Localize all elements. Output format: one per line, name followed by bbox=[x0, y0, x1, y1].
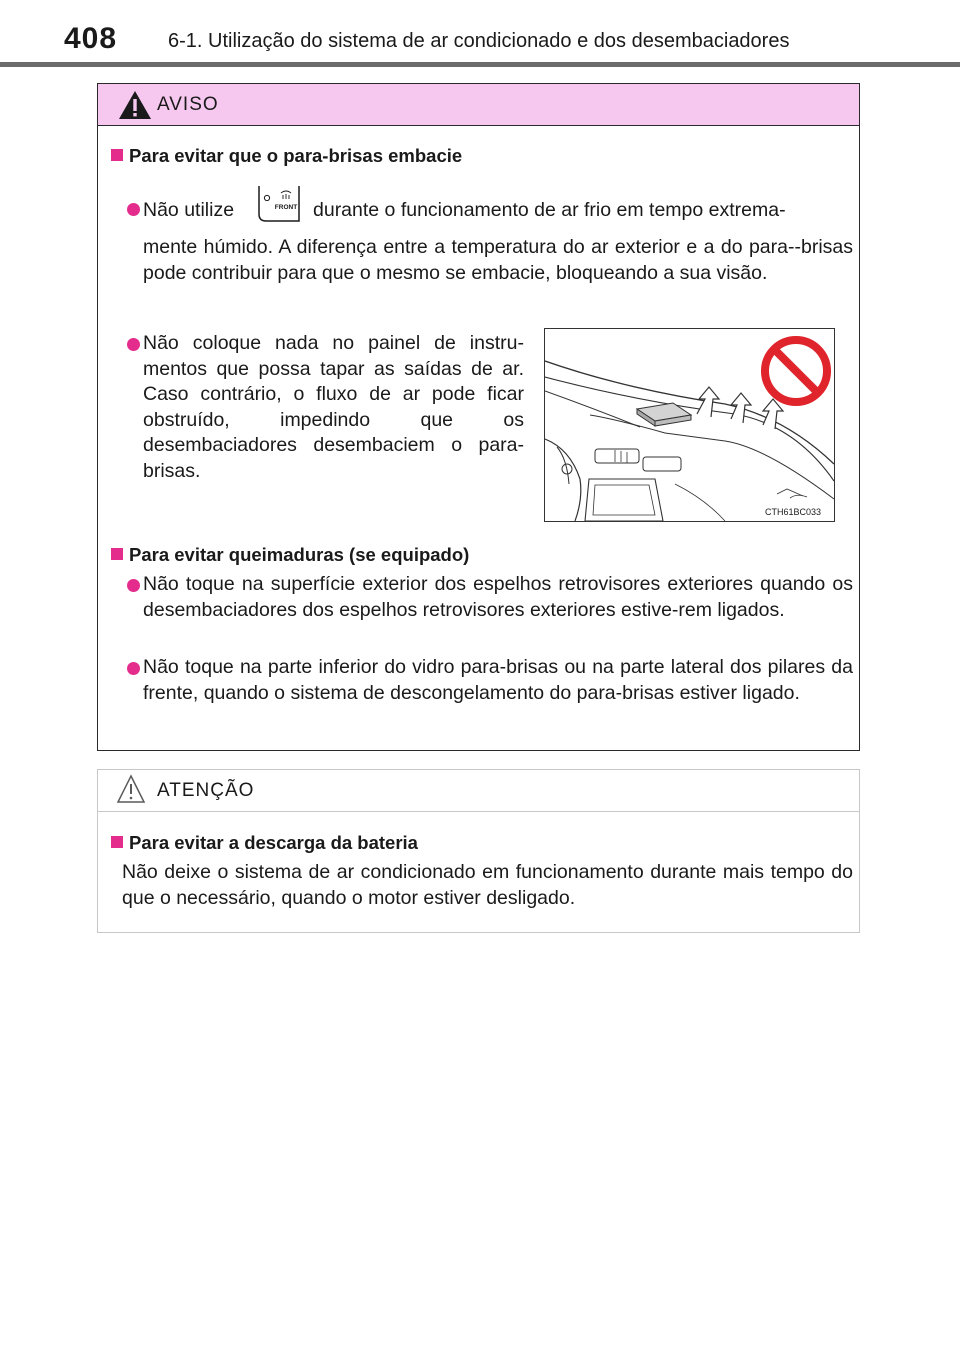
section-heading-burns: Para evitar queimaduras (se equipado) bbox=[111, 544, 469, 566]
notice-box-title: ATENÇÃO bbox=[157, 780, 255, 801]
figure-code: CTH61BC033 bbox=[764, 507, 822, 517]
round-bullet-icon bbox=[127, 662, 140, 675]
dashboard-drawing bbox=[545, 329, 834, 521]
bullet-text: durante o funcionamento de ar frio em tempo extrema- bbox=[313, 199, 786, 221]
dashboard-obstruction-illustration bbox=[544, 328, 835, 522]
bullet-text: Não coloque nada no painel de instru-mentos que possa tapar as saídas de ar. Caso contrário, o fluxo de ar pode ficar obstruído, impedindo que os desembaciadores desembaciem o para-brisas. bbox=[143, 332, 524, 482]
notice-box-header bbox=[98, 770, 859, 812]
notice-text: Não deixe o sistema de ar condicionado em funcionamento durante mais tempo do que o necessário, quando o motor estiver desligado. bbox=[122, 861, 853, 909]
square-bullet-icon bbox=[111, 149, 123, 161]
square-bullet-icon bbox=[111, 836, 123, 848]
page-number: 408 bbox=[64, 22, 118, 55]
page-header bbox=[0, 0, 960, 70]
bullet-text: Não toque na parte inferior do vidro para-brisas ou na parte lateral dos pilares da frente, quando o sistema de descongelamento do para-brisas estiver ligado. bbox=[143, 656, 853, 704]
header-rule bbox=[0, 62, 960, 67]
caution-triangle-icon bbox=[116, 774, 146, 804]
front-defroster-button-icon bbox=[257, 184, 301, 224]
warning-box-title: AVISO bbox=[157, 94, 219, 115]
square-bullet-icon bbox=[111, 548, 123, 560]
svg-text:FRONT: FRONT bbox=[274, 204, 298, 211]
round-bullet-icon bbox=[127, 203, 140, 216]
bullet-text-continued: mente húmido. A diferença entre a temperatura do ar exterior e a do para--brisas pode contribuir para que o mesmo se embacie, bloqueando a sua visão. bbox=[143, 236, 853, 284]
chapter-title: 6-1. Utilização do sistema de ar condicionado e dos desembaciadores bbox=[168, 30, 790, 52]
round-bullet-icon bbox=[127, 338, 140, 351]
round-bullet-icon bbox=[127, 579, 140, 592]
section-heading-fogging: Para evitar que o para-brisas embacie bbox=[111, 145, 462, 167]
warning-box-header bbox=[98, 84, 859, 126]
section-heading-battery: Para evitar a descarga da bateria bbox=[111, 832, 418, 854]
bullet-text: Não utilize bbox=[143, 199, 235, 221]
warning-triangle-icon bbox=[118, 90, 152, 120]
bullet-text: Não toque na superfície exterior dos espelhos retrovisores exteriores quando os desembaciadores dos espelhos retrovisores exteriores estive-rem ligados. bbox=[143, 573, 853, 621]
